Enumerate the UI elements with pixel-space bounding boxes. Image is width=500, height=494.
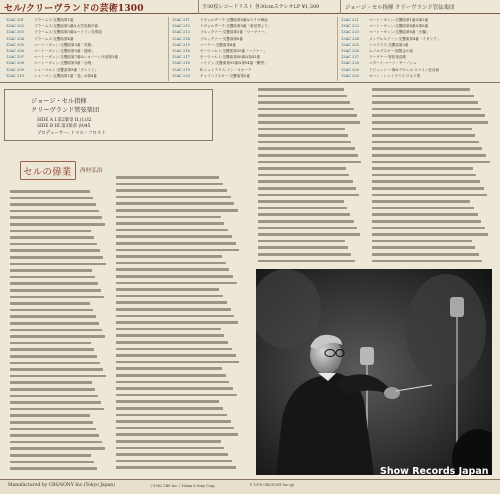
- catalog-title: ヨハン・シュトラウス:ワルツ集: [369, 73, 421, 78]
- text-line: [372, 134, 475, 137]
- text-line: [10, 282, 98, 285]
- text-line: [10, 256, 103, 259]
- text-line: [258, 101, 350, 104]
- text-line: [116, 176, 219, 179]
- text-line: [10, 441, 102, 444]
- text-line: [258, 194, 359, 197]
- text-line: [258, 220, 354, 223]
- text-line: [372, 141, 479, 144]
- text-line: [116, 427, 234, 430]
- side-b-timing: SIDE B III.第3楽章 (9)45: [37, 124, 91, 129]
- catalog-column-3: [341, 17, 497, 79]
- text-line: [116, 183, 223, 186]
- text-line: [10, 421, 93, 424]
- text-line: [10, 447, 105, 450]
- catalog-code: 13AC 230: [341, 73, 359, 78]
- catalog-title: モーツァルト:交響曲第40番&第41番: [200, 55, 260, 60]
- text-line: [10, 309, 93, 312]
- text-line: [116, 229, 228, 232]
- text-line: [10, 408, 104, 411]
- text-line: [116, 367, 222, 370]
- text-line: [372, 180, 480, 183]
- text-line: [116, 202, 234, 205]
- text-line: [258, 141, 351, 144]
- catalog-title: シベリウス:交響曲第2番: [369, 42, 409, 47]
- text-line: [10, 335, 105, 338]
- text-line: [116, 354, 236, 357]
- catalog-code: 13AC 214: [172, 36, 190, 41]
- watermark-text: Show Records Japan: [380, 466, 489, 477]
- catalog-title: ベートーヴェン:交響曲第5番「運命」: [34, 48, 95, 53]
- catalog-title: ドヴォルザーク:交響曲第9番「新世界より」: [200, 24, 272, 29]
- text-line: [116, 282, 237, 285]
- text-line: [258, 167, 346, 170]
- catalog-title: ベートーヴェン:交響曲第3番「英雄」: [34, 42, 95, 47]
- header-divider: [198, 0, 199, 14]
- catalog-title: R.シュトラウス:ドン・キホーテ: [200, 67, 252, 72]
- catalog-title: コダーイ:ハーリ・ヤーノシュ: [369, 61, 417, 66]
- catalog-code: 13AC 225: [341, 42, 359, 47]
- text-line: [258, 174, 349, 177]
- catalog-title: ブルックナー:交響曲第3番「ワーグナー」: [200, 30, 269, 35]
- text-line: [10, 401, 101, 404]
- text-line: [116, 433, 238, 436]
- text-line: [116, 394, 237, 397]
- catalog-code: 13AC 227: [341, 55, 359, 60]
- text-line: [258, 88, 344, 91]
- text-line: [10, 243, 97, 246]
- catalog-code: 13AC 222: [341, 24, 359, 29]
- catalog-code: 13AC 224: [341, 36, 359, 41]
- text-line: [258, 121, 360, 124]
- text-line: [116, 196, 231, 199]
- text-line: [258, 200, 344, 203]
- text-line: [372, 194, 487, 197]
- catalog-code: 13AC 207: [6, 55, 24, 60]
- text-line: [372, 207, 474, 210]
- text-line: [10, 236, 94, 239]
- text-line: [372, 233, 488, 236]
- catalog-row: [341, 73, 497, 79]
- catalog-title: ブラームス:交響曲第2番&大学祝典序曲: [34, 24, 99, 29]
- text-line: [10, 467, 97, 470]
- text-line: [116, 301, 227, 304]
- text-line: [116, 268, 229, 271]
- text-line: [116, 288, 219, 291]
- text-line: [10, 315, 96, 318]
- text-line: [116, 447, 224, 450]
- article-author: 西村弘治: [80, 168, 103, 174]
- catalog-title: ブラームス:交響曲第1番: [34, 18, 74, 22]
- text-line: [372, 161, 490, 164]
- text-line: [258, 134, 348, 137]
- text-line: [116, 255, 222, 258]
- text-line: [116, 341, 228, 344]
- catalog-title: シューマン:交響曲第1番「春」&第4番: [34, 73, 97, 78]
- text-line: [116, 189, 227, 192]
- text-line: [372, 114, 485, 117]
- text-line: [10, 223, 105, 226]
- text-line: [372, 253, 479, 256]
- text-line: [10, 454, 91, 457]
- text-line: [372, 174, 476, 177]
- orchestra-name: クリーヴランド管弦楽団: [31, 107, 100, 114]
- text-line: [116, 374, 226, 377]
- text-line: [116, 466, 236, 469]
- catalog-code: 13AC 215: [172, 42, 190, 47]
- catalog-title: ベートーヴェン:交響曲第4番&第8番: [369, 24, 429, 29]
- catalog-title: モーツァルト:交響曲第35番「ハフナー」: [200, 48, 267, 53]
- text-line: [116, 235, 232, 238]
- catalog-code: 13AC 223: [341, 30, 359, 35]
- text-line: [372, 213, 478, 216]
- text-line: [10, 203, 96, 206]
- footer-bar: [0, 479, 500, 494]
- catalog-title: マーラー:交響曲第4番: [200, 42, 236, 47]
- catalog-row: [6, 73, 166, 79]
- text-line: [10, 322, 99, 325]
- text-line: [258, 233, 360, 236]
- text-line: [116, 216, 221, 219]
- text-line: [116, 453, 228, 456]
- catalog-code: 13AC 212: [172, 24, 190, 29]
- text-line: [10, 395, 98, 398]
- catalog-title: ドヴォルザーク:交響曲第8番&スラヴ舞曲: [200, 18, 268, 22]
- catalog-code: 13AC 210: [6, 73, 24, 78]
- text-line: [116, 361, 239, 364]
- catalog-code: 13AC 226: [341, 48, 359, 53]
- text-line: [258, 147, 355, 150]
- text-line: [116, 209, 238, 212]
- catalog-code: 13AC 216: [172, 48, 190, 53]
- text-line: [116, 460, 232, 463]
- footer-notice: ⓒ1982 CBS Inc. / 16mm 6 Sony Corp.: [150, 484, 216, 488]
- catalog-code: 13AC 219: [172, 67, 190, 72]
- series-artist: ジョージ・セル指揮 クリーヴランド管弦楽団: [345, 5, 455, 11]
- text-line: [10, 342, 91, 345]
- text-line: [10, 276, 95, 279]
- header-bar: [0, 0, 500, 14]
- catalog-code: 13AC 229: [341, 67, 359, 72]
- text-line: [372, 88, 470, 91]
- catalog-title: ワーグナー:管弦楽曲集: [369, 55, 407, 60]
- series-meta: 全30枚レコードリスト 各30cmステレオLP ¥1,300: [202, 4, 320, 10]
- text-line: [258, 246, 348, 249]
- conductor-name: ジョージ・セル指揮: [31, 98, 87, 105]
- text-line: [10, 289, 101, 292]
- text-line: [372, 147, 482, 150]
- record-catalog-list: [0, 15, 500, 83]
- catalog-title: ブルックナー:交響曲第8番: [200, 36, 243, 41]
- text-line: [10, 388, 95, 391]
- catalog-code: 13AC 205: [6, 42, 24, 47]
- text-line: [258, 108, 354, 111]
- text-line: [10, 368, 103, 371]
- text-line: [258, 161, 361, 164]
- text-line: [258, 180, 353, 183]
- text-line: [258, 128, 345, 131]
- text-line: [116, 387, 233, 390]
- conductor-photo: [256, 269, 492, 475]
- article-heading: セルの偉業: [23, 167, 72, 178]
- text-line: [116, 315, 234, 318]
- text-line: [258, 154, 358, 157]
- text-line: [372, 220, 481, 223]
- text-line: [372, 246, 475, 249]
- text-line: [10, 362, 100, 365]
- text-line: [10, 249, 100, 252]
- text-line: [116, 242, 236, 245]
- text-line: [372, 154, 486, 157]
- text-line: [10, 381, 92, 384]
- text-line: [116, 407, 223, 410]
- text-line: [258, 114, 357, 117]
- text-line: [116, 328, 221, 331]
- text-line: [258, 260, 355, 263]
- catalog-title: ベートーヴェン:交響曲第6番「田園」: [369, 30, 430, 35]
- catalog-title: ブラームス:交響曲第3番&ハイドン変奏曲: [34, 30, 102, 35]
- text-line: [372, 227, 485, 230]
- catalog-divider: [337, 17, 338, 81]
- text-line: [10, 428, 96, 431]
- text-line: [258, 207, 347, 210]
- catalog-code: 13AC 213: [172, 30, 190, 35]
- text-line: [372, 128, 472, 131]
- catalog-code: 13AC 206: [6, 48, 24, 53]
- text-line: [258, 253, 351, 256]
- text-line: [116, 321, 238, 324]
- catalog-title: ベートーヴェン:交響曲第1番&第2番: [369, 18, 429, 22]
- manufacturer-credit: Manufactured by CBS/SONY Inc.(Tokyo Japan): [8, 483, 115, 488]
- text-line: [116, 308, 231, 311]
- text-line: [116, 334, 224, 337]
- catalog-divider: [168, 17, 169, 81]
- catalog-code: 13AC 211: [172, 18, 190, 22]
- catalog-code: 13AC 220: [172, 73, 190, 78]
- text-line: [372, 260, 482, 263]
- text-line: [116, 414, 227, 417]
- text-line: [116, 262, 226, 265]
- text-line: [372, 121, 488, 124]
- catalog-column-2: [172, 17, 334, 79]
- text-line: [10, 414, 90, 417]
- text-line: [10, 329, 102, 332]
- text-line: [372, 240, 472, 243]
- catalog-code: 13AC 221: [341, 18, 359, 22]
- side-a-timing: SIDE A I.第2楽章 II.(1)32: [37, 118, 92, 123]
- producer-credit: プロデューサー: トマス・フロスト: [37, 131, 106, 136]
- catalog-code: 13AC 204: [6, 36, 24, 41]
- catalog-title: ハイドン:交響曲第93番&第94番「驚愕」: [200, 61, 268, 66]
- text-line: [10, 302, 90, 305]
- text-line: [116, 348, 232, 351]
- catalog-code: 13AC 201: [6, 18, 24, 22]
- text-line: [372, 108, 481, 111]
- text-line: [116, 295, 223, 298]
- text-line: [10, 375, 106, 378]
- text-line: [372, 101, 478, 104]
- catalog-title: メンデルスゾーン:交響曲第4番「イタリア」: [369, 36, 441, 41]
- text-line: [372, 200, 470, 203]
- text-line: [116, 275, 233, 278]
- series-title: セル/クリーヴランドの芸術1300: [4, 4, 144, 14]
- catalog-code: 13AC 217: [172, 55, 190, 60]
- text-line: [10, 355, 97, 358]
- catalog-code: 13AC 202: [6, 24, 24, 29]
- header-divider: [340, 0, 341, 14]
- text-line: [116, 249, 239, 252]
- catalog-code: 13AC 209: [6, 67, 24, 72]
- text-line: [116, 400, 219, 403]
- text-line: [10, 230, 91, 233]
- text-line: [10, 434, 99, 437]
- text-line: [10, 263, 106, 266]
- catalog-title: ベートーヴェン:交響曲第7番&レオノーレ序曲第3番: [34, 55, 118, 60]
- catalog-title: ドビュッシー:海&ラヴェル:スペイン狂詩曲: [369, 67, 440, 72]
- record-info-box: [4, 89, 213, 141]
- text-line: [10, 190, 90, 193]
- text-line: [116, 420, 231, 423]
- text-line: [258, 240, 345, 243]
- text-line: [10, 197, 93, 200]
- text-line: [372, 95, 474, 98]
- catalog-code: 13AC 218: [172, 61, 190, 66]
- text-line: [372, 187, 484, 190]
- text-line: [258, 213, 350, 216]
- catalog-column-1: [6, 17, 166, 79]
- text-line: [116, 381, 229, 384]
- catalog-row: [172, 73, 334, 79]
- text-line: [10, 348, 94, 351]
- text-line: [258, 227, 357, 230]
- catalog-title: ブラームス:交響曲第4番: [34, 36, 74, 41]
- text-line: [10, 461, 94, 464]
- text-line: [116, 222, 224, 225]
- catalog-title: シューベルト:交響曲第9番「グレイト」: [34, 67, 99, 72]
- catalog-code: 13AC 203: [6, 30, 24, 35]
- text-line: [116, 440, 221, 443]
- text-line: [10, 216, 102, 219]
- conductor-photo-graphic: [256, 269, 492, 475]
- text-line: [10, 269, 92, 272]
- catalog-title: ベートーヴェン:交響曲第9番「合唱」: [34, 61, 95, 66]
- catalog-code: 13AC 228: [341, 61, 359, 66]
- text-line: [10, 296, 104, 299]
- catalog-title: ムソルグスキー:展覧会の絵: [369, 48, 414, 53]
- catalog-code: 13AC 208: [6, 61, 24, 66]
- text-line: [258, 95, 347, 98]
- text-line: [10, 210, 99, 213]
- text-line: [372, 167, 473, 170]
- copyright-notice: P 1978 CBS/SONY Inc.(p): [250, 483, 295, 487]
- text-line: [258, 187, 356, 190]
- catalog-title: チャイコフスキー:交響曲第5番: [200, 73, 250, 78]
